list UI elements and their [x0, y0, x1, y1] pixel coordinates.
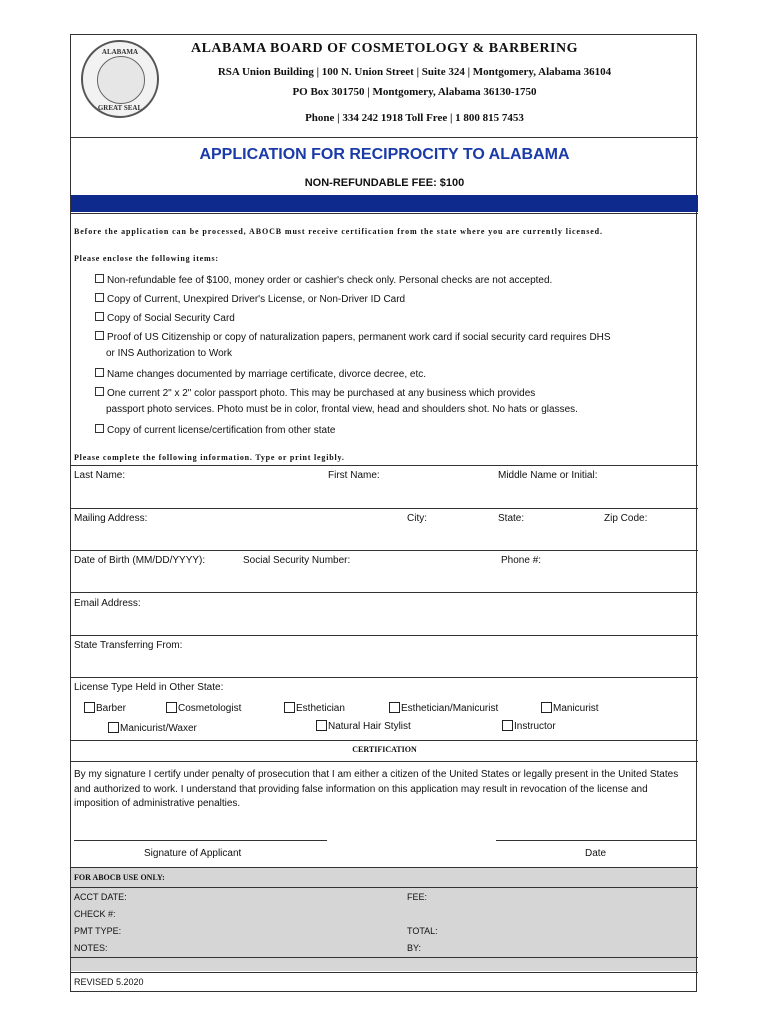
seal-top-text: ALABAMA — [101, 48, 139, 56]
checklist-item[interactable]: Name changes documented by marriage certificate, divorce decree, etc. — [95, 367, 685, 382]
certification-heading: CERTIFICATION — [352, 745, 417, 754]
board-title: ALABAMA BOARD OF COSMETOLOGY & BARBERING — [190, 41, 578, 56]
first-name-field[interactable]: First Name: — [328, 470, 380, 481]
acct-date-label: ACCT DATE: — [74, 892, 127, 902]
complete-heading: Please complete the following information. Type or print legibly. — [74, 453, 345, 462]
ssn-field[interactable]: Social Security Number: — [243, 555, 351, 566]
checkbox-icon[interactable] — [95, 312, 104, 321]
checkbox-icon[interactable] — [84, 702, 95, 713]
divider — [71, 508, 698, 509]
date-line[interactable] — [496, 840, 696, 841]
divider — [71, 740, 698, 741]
page-title: APPLICATION FOR RECIPROCITY TO ALABAMA — [199, 146, 570, 163]
checklist-item[interactable]: Copy of current license/certification from other state — [95, 423, 685, 438]
by-label: BY: — [407, 943, 422, 953]
license-option-manicurist[interactable]: Manicurist — [541, 702, 599, 714]
checkbox-icon[interactable] — [95, 387, 104, 396]
checkbox-icon[interactable] — [95, 274, 104, 283]
divider — [71, 635, 698, 636]
application-form — [70, 34, 697, 992]
checklist-item[interactable]: Copy of Current, Unexpired Driver's License, or Non-Driver ID Card — [95, 292, 685, 307]
certification-text: By my signature I certify under penalty of prosecution that I am either a citizen of the United States or legally present in the United States and authorized to work. I understand that providing false information on this application may result in revocation of the license and imposition of administrative penalties. — [74, 769, 679, 809]
signature-label: Signature of Applicant — [144, 848, 242, 859]
license-type-label: License Type Held in Other State: — [74, 682, 224, 693]
license-option-esthetician[interactable]: Esthetician — [284, 702, 345, 714]
license-option-instructor[interactable]: Instructor — [502, 720, 556, 732]
seal-bottom-text: GREAT SEAL — [97, 104, 143, 112]
state-from-field[interactable]: State Transferring From: — [74, 640, 183, 651]
enclose-heading: Please enclose the following items: — [74, 254, 219, 263]
notes-label: NOTES: — [74, 943, 108, 953]
board-phone: Phone | 334 242 1918 Toll Free | 1 800 815 7453 — [305, 112, 524, 124]
checklist-item-continued: passport photo services. Photo must be in color, frontal view, head and shoulders shot. No hats or glasses. — [106, 404, 578, 415]
office-use-panel — [71, 868, 696, 971]
license-option-natural-hair-stylist[interactable]: Natural Hair Stylist — [316, 720, 411, 732]
fee-notice: NON-REFUNDABLE FEE: $100 — [304, 177, 465, 189]
checklist-item-continued: or INS Authorization to Work — [106, 348, 232, 359]
checklist-item[interactable]: Copy of Social Security Card — [95, 311, 685, 326]
license-option-esthetician-manicurist[interactable]: Esthetician/Manicurist — [389, 702, 498, 714]
checkbox-icon[interactable] — [95, 293, 104, 302]
checkbox-icon[interactable] — [389, 702, 400, 713]
dob-field[interactable]: Date of Birth (MM/DD/YYYY): — [74, 555, 206, 566]
pmt-type-label: PMT TYPE: — [74, 926, 122, 936]
divider — [71, 677, 698, 678]
checkbox-icon[interactable] — [284, 702, 295, 713]
board-address: RSA Union Building | 100 N. Union Street | Suite 324 | Montgomery, Alabama 36104 — [217, 66, 612, 78]
checklist-item[interactable]: One current 2" x 2" color passport photo. This may be purchased at any business which provides — [95, 386, 685, 401]
check-label: CHECK #: — [74, 909, 116, 919]
checkbox-icon[interactable] — [95, 368, 104, 377]
divider — [71, 465, 698, 466]
divider — [71, 887, 698, 888]
city-field[interactable]: City: — [407, 513, 427, 524]
checkbox-icon[interactable] — [316, 720, 327, 731]
checkbox-icon[interactable] — [541, 702, 552, 713]
divider — [71, 761, 698, 762]
zip-field[interactable]: Zip Code: — [604, 513, 648, 524]
divider — [71, 213, 698, 214]
last-name-field[interactable]: Last Name: — [74, 470, 126, 481]
license-option-manicurist-waxer[interactable]: Manicurist/Waxer — [108, 722, 197, 734]
total-label: TOTAL: — [407, 926, 438, 936]
mailing-address-field[interactable]: Mailing Address: — [74, 513, 148, 524]
email-field[interactable]: Email Address: — [74, 598, 141, 609]
checkbox-icon[interactable] — [166, 702, 177, 713]
state-field[interactable]: State: — [498, 513, 525, 524]
divider — [71, 550, 698, 551]
header-bar — [71, 195, 698, 212]
phone-field[interactable]: Phone #: — [501, 555, 542, 566]
intro-text: Before the application can be processed, ABOCB must receive certification from the state where you are currently licensed. — [74, 227, 603, 236]
divider — [71, 137, 698, 138]
revision-note: REVISED 5.2020 — [74, 977, 144, 987]
divider — [71, 972, 698, 973]
checkbox-icon[interactable] — [108, 722, 119, 733]
divider — [71, 592, 698, 593]
checklist-item[interactable]: Proof of US Citizenship or copy of naturalization papers, permanent work card if social security card requires DHS — [95, 330, 685, 345]
license-option-barber[interactable]: Barber — [84, 702, 126, 714]
checkbox-icon[interactable] — [502, 720, 513, 731]
office-use-heading: FOR ABOCB USE ONLY: — [74, 873, 165, 882]
checkbox-icon[interactable] — [95, 331, 104, 340]
fee-label: FEE: — [407, 892, 428, 902]
checklist-item[interactable]: Non-refundable fee of $100, money order or cashier's check only. Personal checks are not accepted. — [95, 273, 685, 288]
checkbox-icon[interactable] — [95, 424, 104, 433]
board-po-box: PO Box 301750 | Montgomery, Alabama 36130-1750 — [292, 86, 537, 98]
signature-line[interactable] — [74, 840, 327, 841]
date-label: Date — [585, 848, 607, 859]
middle-name-field[interactable]: Middle Name or Initial: — [498, 470, 598, 481]
license-option-cosmetologist[interactable]: Cosmetologist — [166, 702, 241, 714]
divider — [71, 957, 698, 958]
